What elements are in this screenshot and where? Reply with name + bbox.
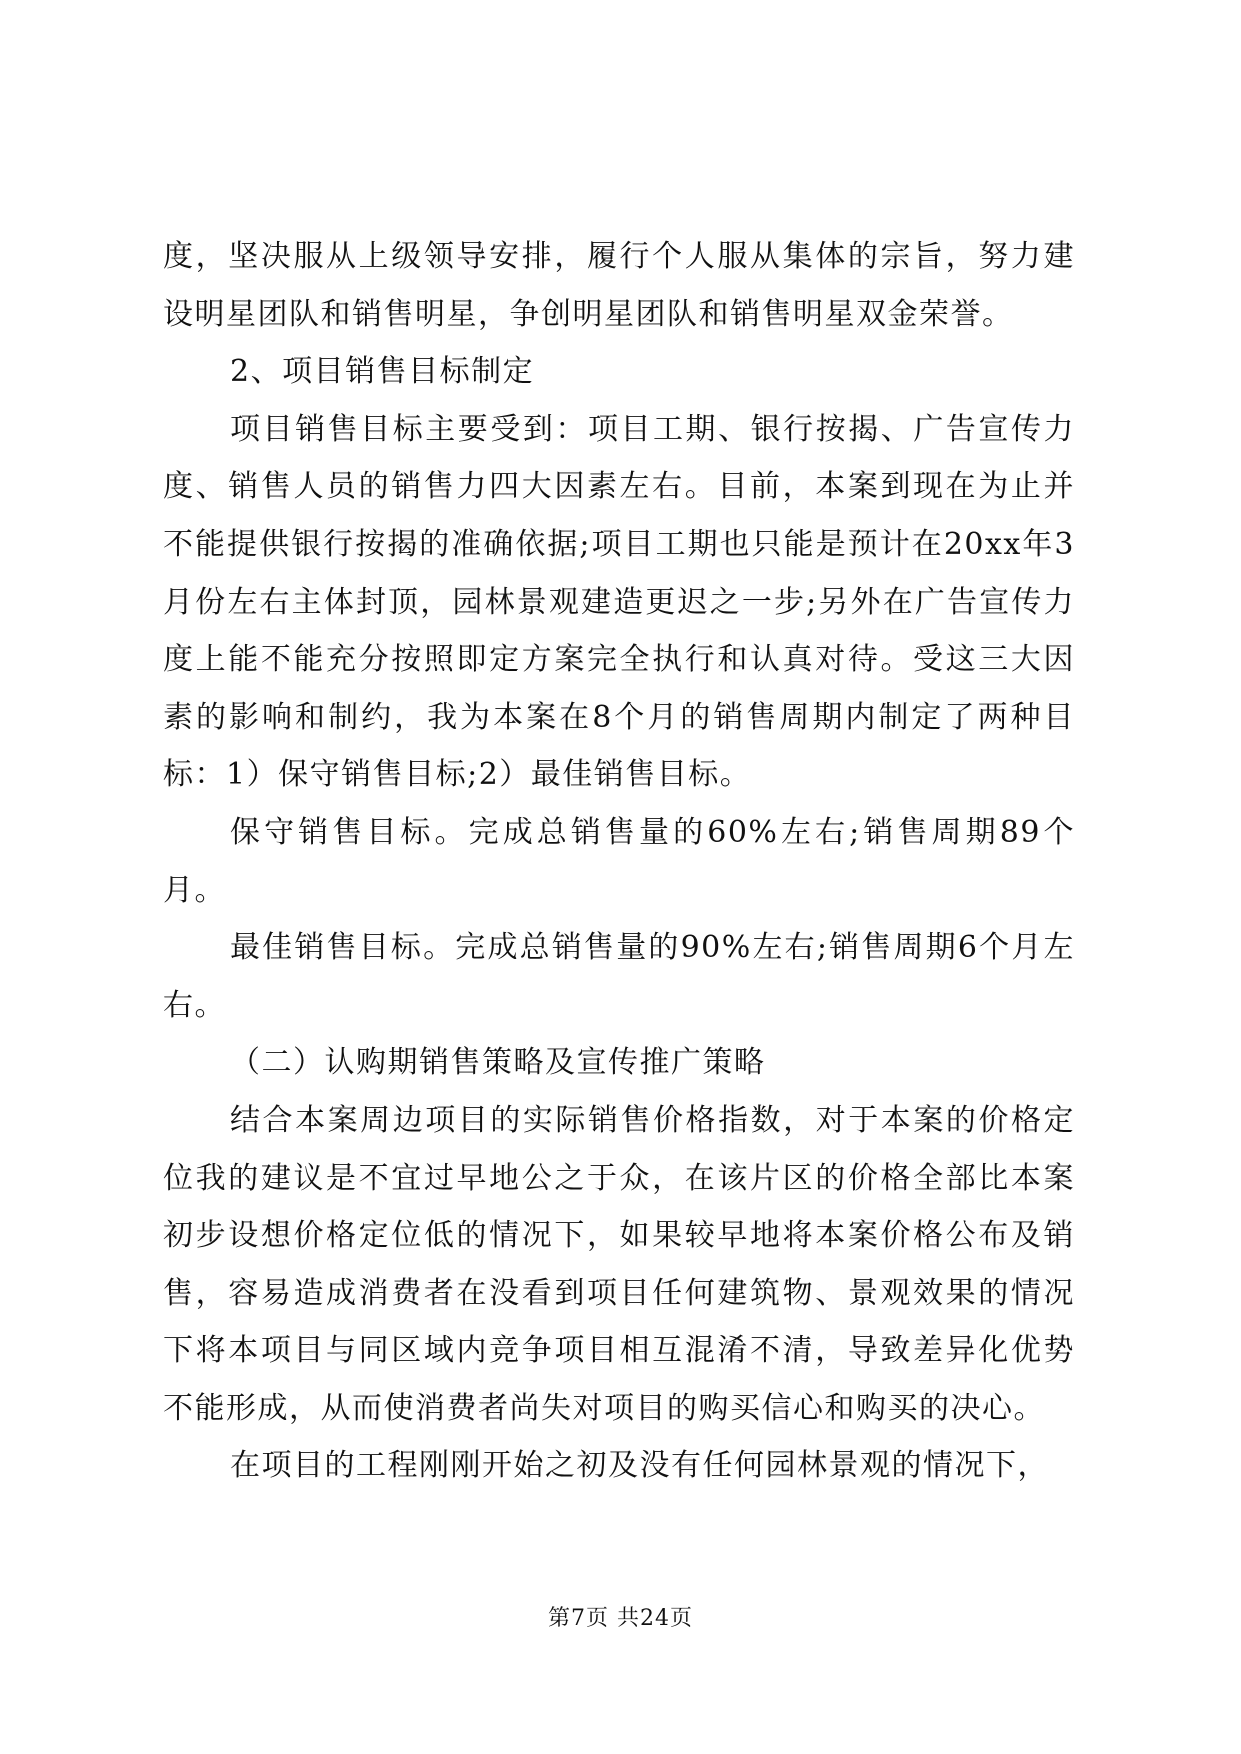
paragraph-pricing-strategy: 结合本案周边项目的实际销售价格指数，对于本案的价格定位我的建议是不宜过早地公之于众，在该片区的价格全部比本案初步设想价格定位低的情况下，如果较早地将本案价格公布及销售，容易造成消费者在没看到项目任何建筑物、景观效果的情况下将本项目与同区域内竞争项目相互混淆不清，导致差异化优势不能形成，从而使消费者尚失对项目的购买信心和购买的决心。 <box>163 1102 1075 1426</box>
paragraph-early-stage: 在项目的工程刚刚开始之初及没有任何园林景观的情况下， <box>230 1448 1049 1484</box>
paragraph-best-target: 最佳销售目标。完成总销售量的90%左右;销售周期6个月左右。 <box>163 930 1075 1023</box>
paragraph-sales-target-factors: 项目销售目标主要受到：项目工期、银行按揭、广告宣传力度、销售人员的销售力四大因素左右。目前，本案到现在为止并不能提供银行按揭的准确依据;项目工期也只能是预计在20xx年3月份左右主体封顶，园林景观建造更迟之一步;另外在广告宣传力度上能不能充分按照即定方案完全执行和认真对待。受这三大因素的影响和制约，我为本案在8个月的销售周期内制定了两种目标：1）保守销售目标;2）最佳销售目标。 <box>163 411 1075 793</box>
section-heading-sales-target: 2、项目销售目标制定 <box>230 354 535 390</box>
page-number-footer: 第7页 共24页 <box>548 1606 693 1631</box>
paragraph-continuation: 度，坚决服从上级领导安排，履行个人服从集体的宗旨，努力建设明星团队和销售明星，争创明星团队和销售明星双金荣誉。 <box>163 239 1075 332</box>
section-heading-subscription-strategy: （二）认购期销售策略及宣传推广策略 <box>230 1045 766 1081</box>
document-body <box>163 228 1075 1495</box>
paragraph-conservative-target: 保守销售目标。完成总销售量的60%左右;销售周期89个月。 <box>163 814 1075 908</box>
